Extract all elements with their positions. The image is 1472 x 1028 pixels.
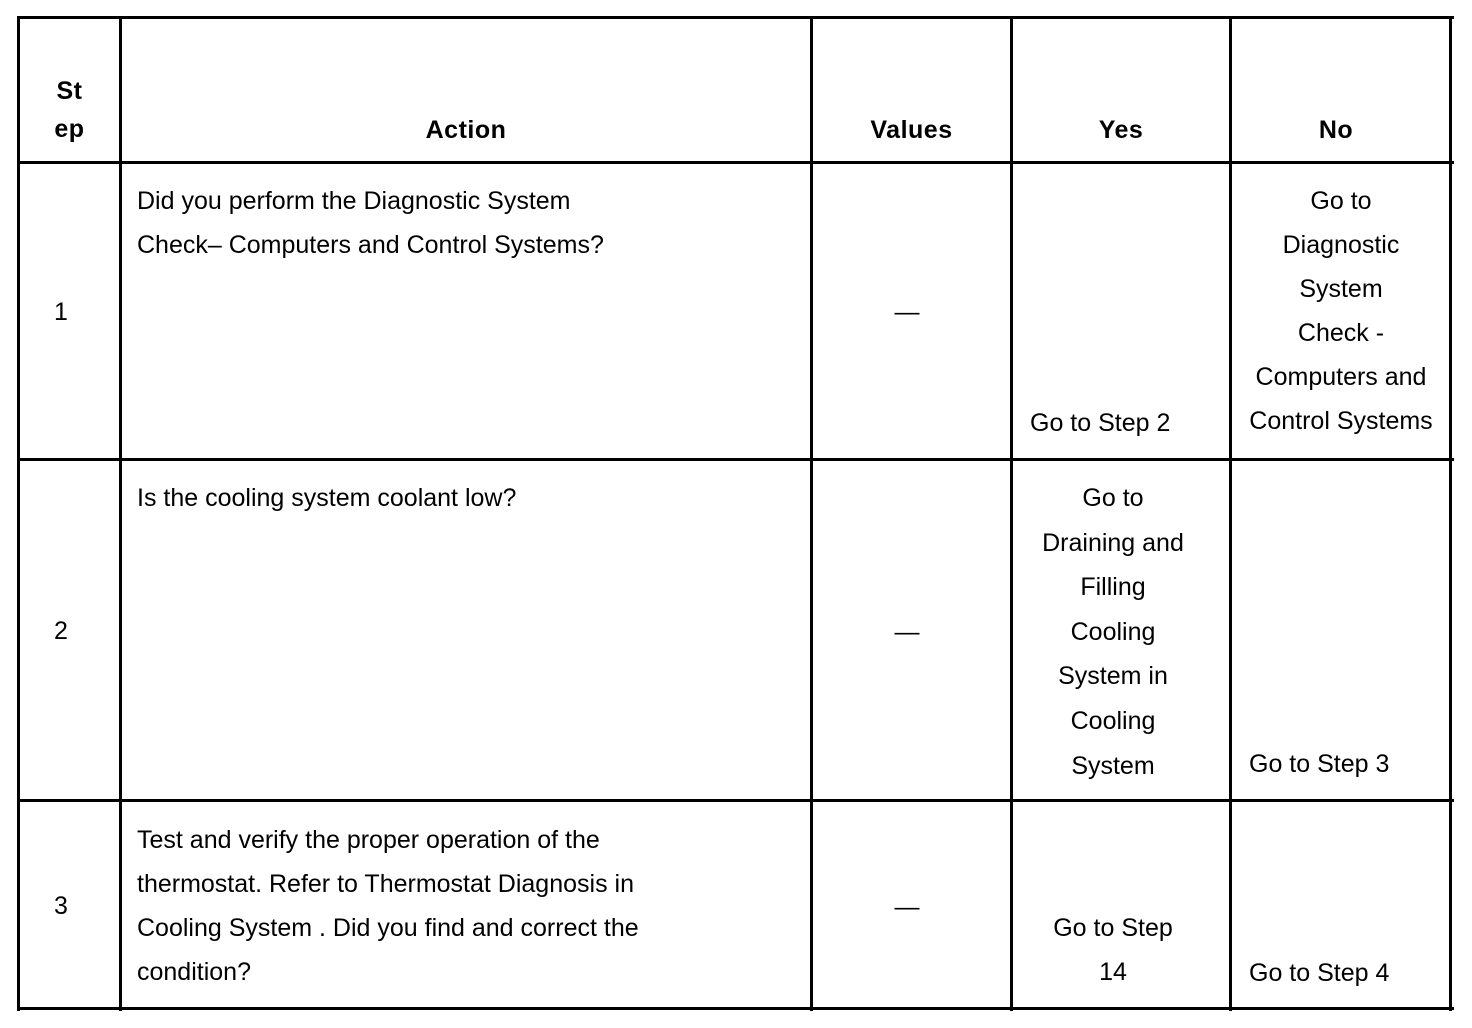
action-text: Test and verify the proper operation of the thermostat. Refer to Thermostat Diagnosis in Cooling System . Did you find and correct the condition? (137, 826, 639, 986)
row-divider (17, 799, 1454, 802)
no-text: Go to Step 3 (1249, 750, 1390, 778)
header-no: No (1318, 116, 1354, 144)
table-border-right (1449, 16, 1452, 1011)
row-divider (17, 458, 1454, 461)
header-action: Action (425, 116, 507, 144)
no-text: Go to Step 4 (1249, 959, 1390, 987)
row-divider (17, 161, 1454, 164)
step-number: 1 (54, 298, 68, 326)
column-divider (119, 16, 122, 1011)
yes-text: Go to Draining and Filling Cooling System in Cooling System (1042, 484, 1184, 780)
values-text: — (894, 618, 920, 646)
header-yes: Yes (1098, 116, 1144, 144)
action-text: Is the cooling system coolant low? (137, 484, 517, 512)
action-text: Did you perform the Diagnostic System Check– Computers and Control Systems? (137, 187, 604, 259)
step-number: 2 (54, 617, 68, 645)
values-text: — (894, 893, 920, 921)
column-divider (1229, 16, 1232, 1011)
column-divider (810, 16, 813, 1011)
step-number: 3 (54, 892, 68, 920)
values-text: — (894, 298, 920, 326)
header-step: St ep (54, 77, 85, 143)
header-values: Values (870, 116, 953, 144)
table-border-left (17, 16, 20, 1011)
table-border-bottom (17, 1007, 1454, 1010)
yes-text: Go to Step 2 (1030, 409, 1171, 437)
table-border-top (17, 16, 1454, 19)
no-text: Go to Diagnostic System Check - Computers and Control Systems (1249, 187, 1433, 435)
yes-text: Go to Step 14 (1053, 914, 1173, 986)
